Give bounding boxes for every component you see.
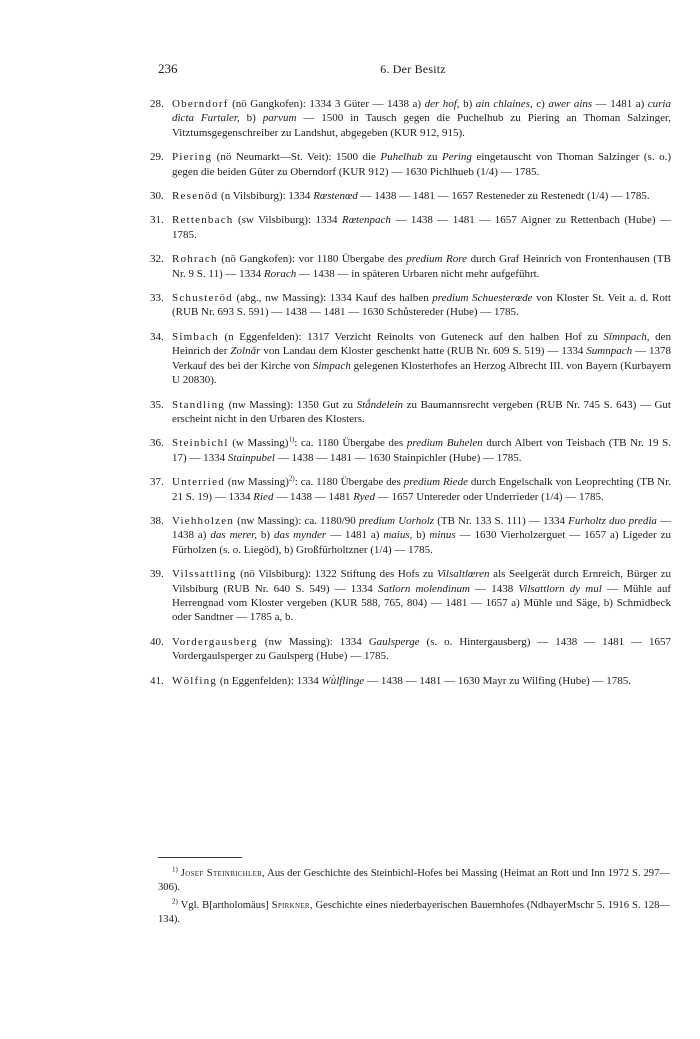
place-name: Schusteröd: [172, 292, 233, 305]
entry-number: 33.: [150, 292, 164, 305]
entry-detail: b): [256, 529, 274, 542]
running-title: 6. Der Besitz: [380, 62, 446, 76]
entry-detail: (abg., nw Massing): 1334 Kauf des halben: [232, 292, 433, 305]
entry-text: [172, 150, 671, 179]
entry-number: 30.: [150, 190, 164, 203]
page-header: [158, 62, 668, 78]
entry-detail: (nö Vilsbiburg): 1322 Stiftung des Hofs zu: [236, 568, 437, 581]
entry-text: [172, 514, 671, 557]
list-item: [150, 189, 671, 203]
list-item: [150, 635, 671, 664]
entry-detail: — 1438 — 1481: [273, 490, 354, 503]
list-item: [150, 330, 671, 388]
entry-text: [172, 189, 671, 203]
entry-detail: — 1438 — 1481 — 1630 Mayr zu Wilfing (Hube) — 1785.: [364, 674, 631, 687]
entry-detail: b): [412, 529, 430, 542]
historic-name: Zolnǎr: [230, 345, 261, 358]
footnote-mark: 2): [172, 897, 178, 906]
place-name: Viehholzen: [172, 514, 235, 527]
place-name: Wölfing: [172, 674, 218, 687]
footnote-text: , Aus der Geschichte des Steinbichl-Hofes bei Massing (Heimat an Rott und Inn 1972 S. 297—306).: [158, 868, 670, 893]
entry-detail: : ca. 1180 Übergabe des: [294, 476, 404, 489]
entry-detail: zu: [422, 151, 442, 164]
historic-name: Simpach: [312, 359, 351, 372]
entry-detail: — 1657 Untereder oder Underrieder (1/4) — 1785.: [375, 490, 604, 503]
historic-name: parvum: [262, 112, 297, 125]
historic-name: maius,: [383, 529, 413, 542]
list-item: [150, 150, 671, 179]
historic-name: Stainpubel: [227, 451, 275, 464]
entry-detail: zu Baumannsrecht vergeben (RUB Nr. 745 S. 643) — Gut erscheint nicht in den Urbaren des Klosters.: [172, 398, 671, 425]
entry-detail: durch Engelschalk von Leoprechting (TB Nr. 21 S. 19) — 1334: [172, 476, 672, 503]
entry-detail: (nö Gangkofen): 1334 3 Güter — 1438 a): [228, 98, 425, 110]
list-item: [150, 475, 671, 504]
entry-detail: (nw Massing): [224, 476, 289, 489]
entry-number: 28.: [150, 98, 164, 110]
historic-name: predium Rore: [406, 253, 468, 266]
entry-detail: — 1481 a): [326, 529, 384, 542]
footnote-marker: 1): [288, 435, 295, 444]
historic-name: Furholtz duo predia: [568, 514, 657, 527]
entry-detail: — 1378 Verkauf des bei der Kirche von: [172, 345, 672, 372]
historic-name: predium Schuesterœde: [432, 292, 533, 305]
entry-detail: (nö Neumarkt—St. Veit): 1500 die: [212, 151, 381, 164]
place-name: Resenöd: [172, 190, 219, 203]
entry-text: [172, 567, 671, 625]
historic-name: Vilsaltlœren: [436, 568, 490, 581]
historic-name: Rœstenœd: [313, 190, 358, 203]
entry-detail: (n Eggenfelden): 1334: [217, 674, 322, 687]
historic-name: minus: [429, 529, 456, 542]
historic-name: Gaulsperge: [368, 635, 420, 648]
place-name: Piering: [172, 151, 213, 164]
footnote: [158, 899, 670, 927]
footnote-author: Spirkner: [271, 900, 310, 911]
entry-detail: (nw Massing): 1334: [257, 635, 369, 648]
place-name: Rettenbach: [172, 214, 234, 227]
historic-name: Ried: [253, 490, 274, 503]
entry-detail: den Heinrich der: [172, 330, 671, 358]
place-name: Steinbichl: [172, 437, 229, 450]
entry-detail: gelegenen Klosterhofes an Herzog Albrecht III. von Bayern (Kurbayern U 20830).: [172, 359, 671, 387]
entry-detail: — 1438 — 1481 — 1630 Stainpichler (Hube) — 1785.: [274, 451, 522, 464]
entry-text: [172, 97, 671, 140]
entry-text: [172, 436, 671, 465]
place-list: [150, 97, 671, 698]
place-name: Simbach: [172, 330, 219, 343]
entry-detail: — 1630 Vierholzerguet — 1657 a) Ligeder zu Fürholzen (s. o. Liegöd), b) Großfürholtzner (1/4) — 1785.: [172, 529, 672, 556]
list-item: [150, 398, 671, 427]
entry-detail: (nw Massing): ca. 1180/90: [234, 514, 359, 527]
entry-number: 29.: [150, 151, 164, 164]
entry-number: 36.: [150, 437, 164, 450]
entry-detail: b): [239, 112, 263, 125]
entry-detail: durch Graf Heinrich von Frontenhausen (TB Nr. 9 S. 11) — 1334: [172, 253, 671, 280]
entry-detail: von Landau dem Kloster geschenkt hatte (RUB Nr. 609 S. 519) — 1334: [260, 345, 587, 358]
list-item: [150, 252, 671, 281]
place-name: Vordergausberg: [172, 635, 258, 648]
entry-detail: — 1500 in Tausch gegen die Puchelhub zu Piering an Thoman Salzinger, Vitztumsgegenschreiber zu Landshut, abgegeben (KUR 912, 915).: [172, 112, 671, 139]
entry-detail: — 1438 a): [172, 514, 671, 542]
historic-name: Pering: [441, 151, 472, 164]
entry-detail: (TB Nr. 133 S. 111) — 1334: [434, 514, 569, 527]
entry-number: 34.: [150, 330, 164, 343]
historic-name: das mynder: [273, 529, 327, 542]
place-name: Oberndorf: [172, 98, 229, 110]
entry-detail: (n Vilsbiburg): 1334: [218, 190, 314, 203]
historic-name: Stǻndelein: [356, 398, 403, 411]
entry-number: 35.: [150, 398, 164, 411]
entry-text: [172, 475, 671, 504]
entry-number: 39.: [150, 568, 164, 581]
list-item: [150, 213, 671, 242]
entry-number: 32.: [150, 253, 164, 266]
place-name: Standling: [172, 398, 225, 411]
historic-name: curia dicta Furtaler,: [172, 98, 671, 125]
entry-detail: (nw Massing): 1350 Gut zu: [224, 398, 357, 411]
historic-name: Satlorn molendinum: [377, 582, 470, 595]
historic-name: Wǜlflinge: [321, 674, 365, 687]
entry-detail: (sw Vilsbiburg): 1334: [233, 214, 342, 227]
footnote-text: , Geschichte eines niederbayerischen Bauernhofes (NdbayerMschr 5. 1916 S. 128—134).: [158, 900, 671, 925]
entry-detail: (s. o. Hintergausberg) — 1438 — 1481 — 1657 Vordergaulsperger zu Gaulsperg (Hube) — 1785.: [172, 635, 671, 663]
entry-detail: c): [532, 98, 549, 110]
entry-text: [172, 213, 671, 242]
entry-text: [172, 398, 671, 427]
entry-text: [172, 291, 671, 320]
footnote-rule: [158, 857, 242, 858]
entry-detail: als Seelgerät durch Ernreich, Bürger zu Vilsbiburg (RUB Nr. 640 S. 549) — 1334: [172, 568, 671, 595]
entry-detail: (n Eggenfelden): 1317 Verzicht Reinolts von Guteneck auf den halben Hof zu: [218, 330, 604, 343]
place-name: Rohrach: [172, 253, 218, 266]
historic-name: ain chlaines,: [475, 98, 533, 110]
list-item: [150, 567, 671, 625]
entry-number: 38.: [150, 514, 164, 527]
historic-name: awer ains: [548, 98, 593, 110]
historic-name: predium Uorholz: [358, 514, 435, 527]
entry-detail: eingetauscht von Thoman Salzinger (s. o.) gegen die beiden Güter zu Oberndorf (KUR 912) — 1630 Pichlhueb (1/4) — 1785.: [172, 151, 672, 178]
list-item: [150, 291, 671, 320]
entry-detail: (nö Gangkofen): vor 1180 Übergabe des: [217, 253, 407, 266]
footnote: [158, 867, 670, 895]
entry-text: [172, 635, 671, 664]
list-item: [150, 674, 671, 688]
historic-name: das merer,: [210, 529, 257, 542]
entry-text: [172, 674, 671, 688]
entry-number: 31.: [150, 214, 164, 227]
historic-name: der hof,: [424, 98, 460, 110]
historic-name: Ryed: [353, 490, 375, 503]
list-item: [150, 514, 671, 557]
entry-detail: von Kloster St. Veit a. d. Rott (RUB Nr. 693 S. 591) — 1438 — 1481 — 1630 Schůstereder (Hube) — 1785.: [172, 292, 671, 319]
place-name: Unterried: [172, 476, 225, 489]
entry-detail: durch Albert von Teisbach (TB Nr. 19 S. 17) — 1334: [172, 437, 671, 464]
entry-detail: — 1438 — 1481 — 1657 Resteneder zu Restenedt (1/4) — 1785.: [357, 190, 650, 203]
entry-number: 40.: [150, 635, 164, 648]
historic-name: predium Buhelen: [406, 437, 483, 450]
historic-name: Puhelhub: [380, 151, 423, 164]
place-name: Vilssattling: [172, 568, 237, 581]
footnote-prefix: Vgl. B[artholomäus]: [180, 900, 272, 911]
entry-detail: (w Massing): [228, 437, 289, 450]
historic-name: Sumnpach: [586, 345, 633, 358]
footnote-author: Josef Steinbichler: [180, 868, 263, 879]
entry-detail: : ca. 1180 Übergabe des: [294, 437, 407, 450]
entry-number: 37.: [150, 476, 164, 489]
entry-text: [172, 252, 671, 281]
list-item: [150, 436, 671, 465]
entry-detail: — 1438: [469, 582, 519, 595]
footnote-mark: 1): [172, 865, 178, 874]
historic-name: Rœtenpach: [341, 214, 391, 227]
footnote-marker: 2): [288, 474, 295, 483]
list-item: [150, 97, 671, 140]
historic-name: Sĭmnpach,: [603, 330, 650, 343]
entry-text: [172, 330, 671, 388]
footnotes: [158, 867, 670, 931]
page-number: 236: [158, 61, 178, 76]
entry-number: 41.: [150, 674, 164, 687]
historic-name: Vilsattlorn dy mul: [518, 582, 602, 595]
entry-detail: b): [459, 98, 476, 110]
historic-name: Rorach: [263, 267, 297, 280]
entry-detail: — 1438 — in späteren Urbaren nicht mehr aufgeführt.: [296, 267, 540, 280]
entry-detail: — Mühle auf Herrengnad vom Kloster vergeben (KUR 588, 765, 804) — 1481 — 1657 a) Mühle und Säge, b) Schmidbeck oder Sandtner — 1785 a, b.: [172, 582, 672, 624]
entry-detail: — 1481 a): [592, 98, 648, 110]
entry-detail: — 1438 — 1481 — 1657 Aigner zu Rettenbach (Hube) — 1785.: [172, 214, 672, 241]
historic-name: predium Riede: [403, 476, 468, 489]
